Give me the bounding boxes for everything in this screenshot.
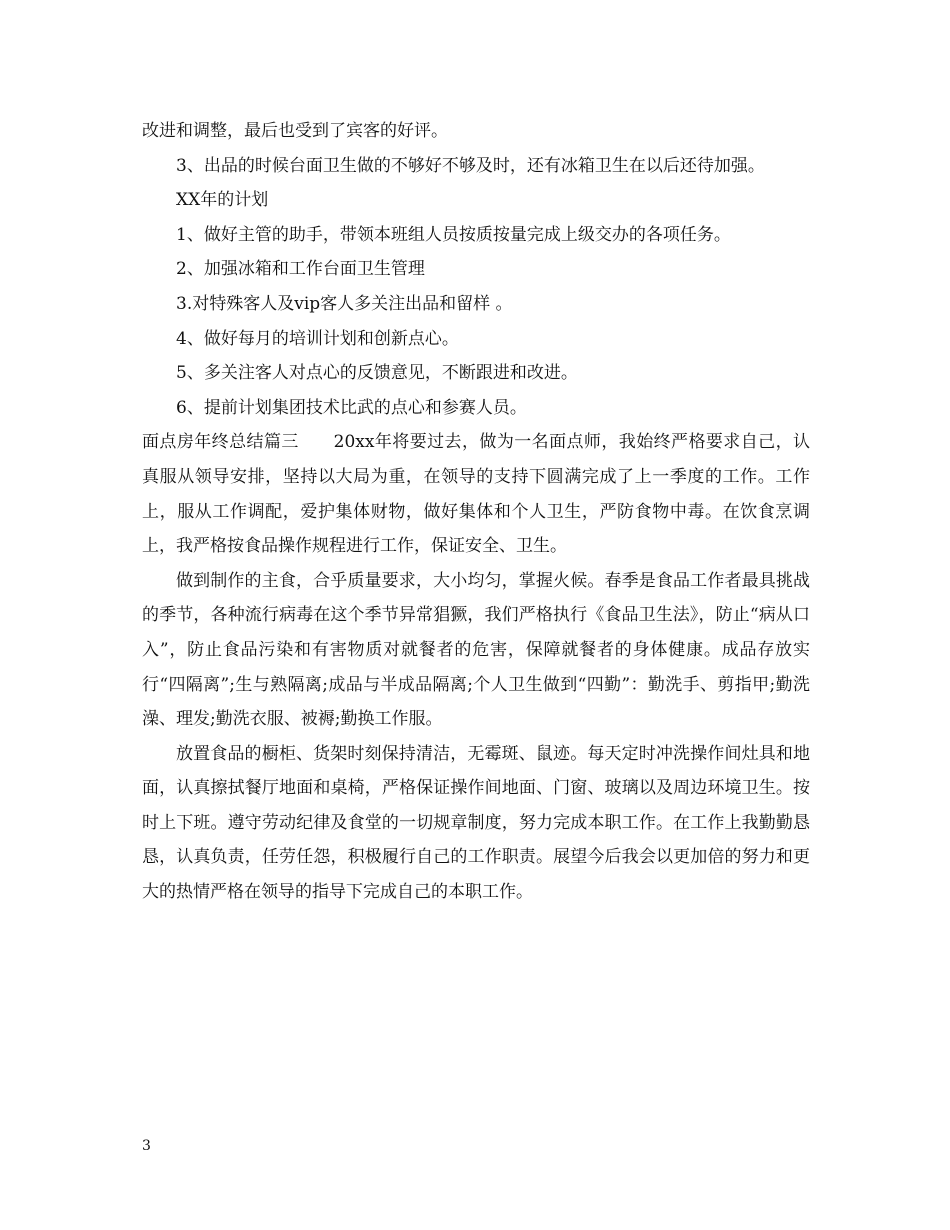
paragraph: 面点房年终总结篇三 20xx年将要过去，做为一名面点师，我始终严格要求自己，认真服从领导安排，坚持以大局为重，在领导的支持下圆满完成了上一季度的工作。工作上，服从工作调配，爱护集体财物，做好集体和个人卫生，严防食物中毒。在饮食烹调上，我严格按食品操作规程进行工作，保证安全、卫生。	[142, 432, 810, 557]
plan-item: 2、加强冰箱和工作台面卫生管理	[176, 259, 425, 280]
plan-item: 5、多关注客人对点心的反馈意见，不断跟进和改进。	[176, 363, 578, 384]
plan-item: 3.对特殊客人及vip客人多关注出品和留样 。	[176, 293, 513, 314]
paragraph: 3、出品的时候台面卫生做的不够好不够及时，还有冰箱卫生在以后还待加强。	[176, 155, 765, 176]
plan-item: 4、做好每月的培训计划和创新点心。	[176, 328, 459, 349]
section-heading: XX年的计划	[176, 190, 269, 211]
document-body	[142, 114, 810, 910]
paragraph: 放置食品的橱柜、货架时刻保持清洁，无霉斑、鼠迹。每天定时冲洗操作间灶具和地面，认真擦拭餐厅地面和桌椅，严格保证操作间地面、门窗、玻璃以及周边环境卫生。按时上下班。遵守劳动纪律及食堂的一切规章制度，努力完成本职工作。在工作上我勤勤恳恳，认真负责，任劳任怨，积极履行自己的工作职责。展望今后我会以更加倍的努力和更大的热情严格在领导的指导下完成自己的本职工作。	[142, 743, 810, 903]
paragraph: 做到制作的主食，合乎质量要求，大小均匀，掌握火候。春季是食品工作者最具挑战的季节，各种流行病毒在这个季节异常猖獗，我们严格执行《食品卫生法》，防止“病从口入”，防止食品污染和有害物质对就餐者的危害，保障就餐者的身体健康。成品存放实行“四隔离”;生与熟隔离;成品与半成品隔离;个人卫生做到“四勤”：勤洗手、剪指甲;勤洗澡、理发;勤洗衣服、被褥;勤换工作服。	[142, 570, 810, 730]
plan-item: 1、做好主管的助手，带领本班组人员按质按量完成上级交办的各项任务。	[176, 224, 731, 245]
page-number: 3	[142, 1138, 151, 1154]
paragraph: 改进和调整，最后也受到了宾客的好评。	[142, 121, 448, 141]
plan-item: 6、提前计划集团技术比武的点心和参赛人员。	[176, 397, 527, 418]
